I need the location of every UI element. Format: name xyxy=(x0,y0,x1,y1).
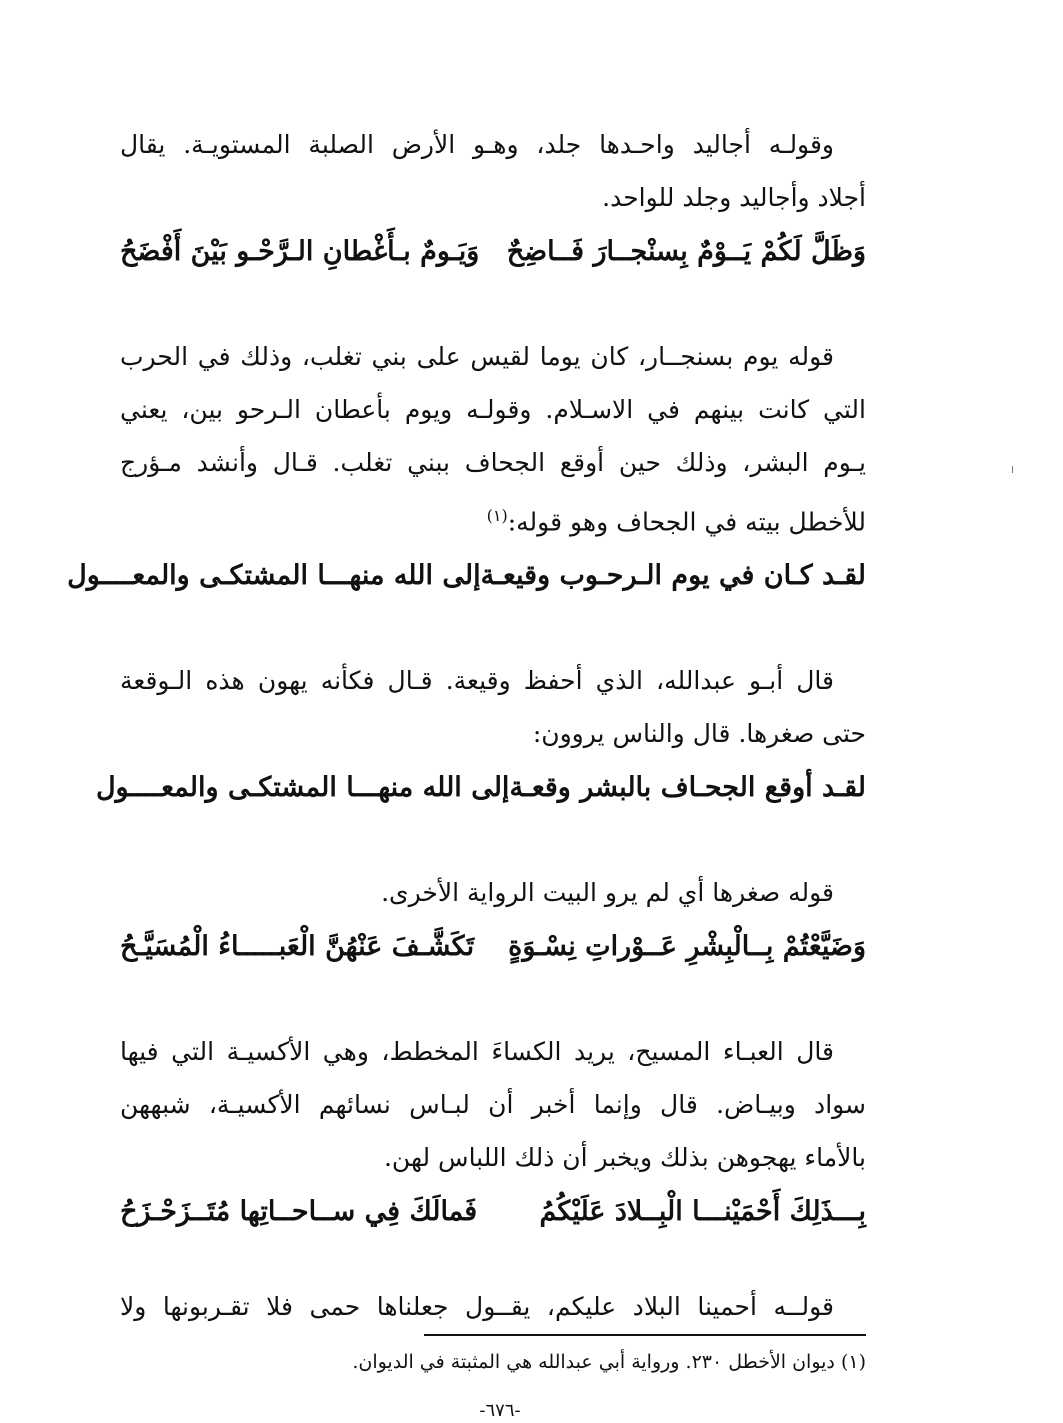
verse-second-hemistich: وَيَـومٌ بـأَغْطانِ الـرَّحْـو بَيْنَ أَفْضَحُ xyxy=(120,236,480,267)
verse-first-hemistich: لقـد كـان في يوم الـرحـوب وقيعـة xyxy=(480,560,866,592)
text-line: قال أبـو عبدالله، الذي أحفظ وقيعة. قـال فكأنه يهون هذه الـوقعة xyxy=(120,666,834,696)
text-line xyxy=(120,489,866,548)
footnote-reference: (١) xyxy=(486,506,508,525)
verse-first-hemistich: لقـد أوقع الجحـاف بالبشر وقعـة xyxy=(509,772,866,804)
text-line: وقولـه أجاليد واحـدها جلد، وهـو الأرض الصلبة المستويـة. يقال xyxy=(120,130,834,159)
verse-5 xyxy=(120,1184,866,1240)
paragraph-1 xyxy=(120,118,866,224)
verse-second-hemistich: إلى الله منهـــا المشتكـى والمعــــول xyxy=(95,772,510,804)
paragraph-4 xyxy=(120,866,866,919)
text-line: قولــه أحمينا البلاد عليكم، يقــول جعلناها حمى فلا تقـربونها ولا xyxy=(120,1292,834,1322)
text-line: سواد وبيـاض. قال وإنما أخبر أن لبـاس نسائهم الأكسيـة، شبههن xyxy=(120,1090,866,1120)
text-line: قوله صغرها أي لم يرو البيت الرواية الأخرى. xyxy=(381,878,834,908)
text-line: قال العبـاء المسيح، يريد الكساءَ المخطط، وهي الأكسيـة التي فيها xyxy=(120,1037,834,1067)
verse-2 xyxy=(67,548,866,604)
paragraph-5 xyxy=(120,1025,866,1184)
verse-second-hemistich: فَمالَكَ فِي ســاحــاتِها مُتَــزَحْـزَحُ xyxy=(120,1196,478,1228)
text-line: التي كانت بينهم في الاسـلام. وقولـه ويوم بأعطان الـرحو بين، يعني xyxy=(120,395,866,424)
verse-1 xyxy=(120,224,866,280)
verse-4 xyxy=(120,919,866,975)
footnote-divider xyxy=(424,1334,866,1336)
verse-first-hemistich: بِـــذَلِكَ أَحْمَيْنـــا الْبِــلادَ عَلَيْكُمُ xyxy=(539,1196,866,1228)
paragraph-2 xyxy=(120,330,866,548)
verse-first-hemistich: وَضَيَّعْتُمْ بِــالْبِشْرِ عَــوْراتِ نِسْـوَةٍ xyxy=(508,931,866,963)
margin-mark xyxy=(1012,466,1013,473)
text-line-content: للأخطل بيته في الجحاف وهو قوله: xyxy=(507,507,866,537)
paragraph-3 xyxy=(120,654,866,760)
text-line: بالأماء يهجوهن بذلك ويخبر أن ذلك اللباس لهن. xyxy=(383,1143,866,1173)
text-line: حتى صغرها. قال والناس يروون: xyxy=(532,719,866,749)
paragraph-6 xyxy=(120,1280,866,1333)
verse-first-hemistich: وَظَلَّ لَكُمْ يَــوْمٌ بِسنْجــارَ فَــاضِحٌ xyxy=(506,236,866,267)
footnote: (١) ديوان الأخطل ٢٣٠. ورواية أبي عبدالله هي المثبتة في الديوان. xyxy=(352,1351,866,1373)
verse-second-hemistich: إلى الله منهـــا المشتكـى والمعــــول xyxy=(67,560,481,592)
verse-second-hemistich: تَكَشَّـفَ عَنْهُنَّ الْعَبـــــاءُ الْمُسَيَّـحُ xyxy=(120,931,475,963)
text-line: يـوم البشر، وذلك حين أوقع الجحاف ببني تغلب. قـال وأنشد مـؤرج xyxy=(120,448,866,477)
page-number: -٦٧٦- xyxy=(479,1400,521,1421)
verse-3 xyxy=(95,760,866,816)
text-line: قوله يوم بسنجــار، كان يوما لقيس على بني تغلب، وذلك في الحرب xyxy=(120,342,834,371)
page-body xyxy=(67,118,866,1333)
text-line: أجلاد وأجاليد وجلد للواحد. xyxy=(602,183,866,212)
